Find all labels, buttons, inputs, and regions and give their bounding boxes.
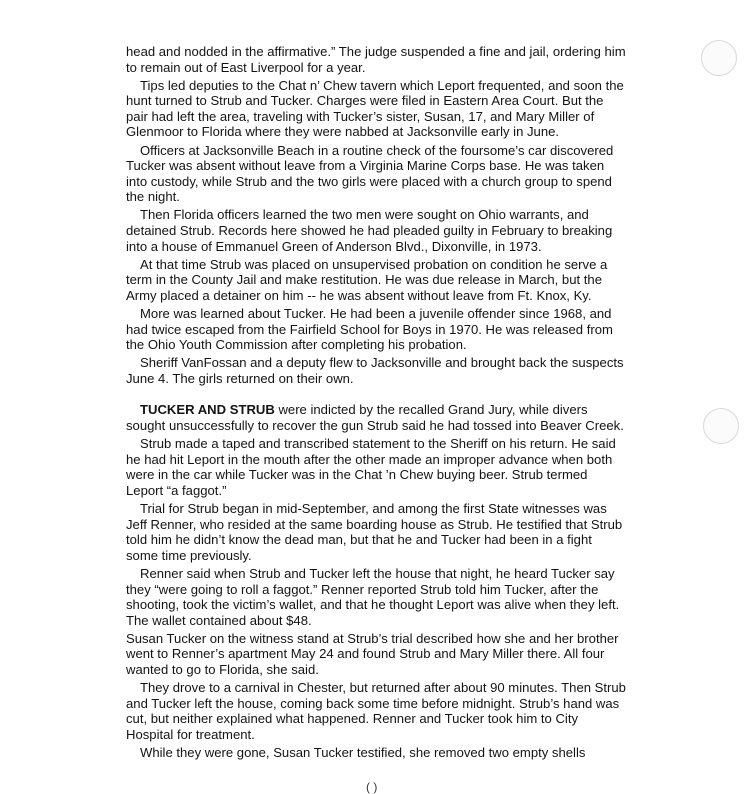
- paragraph: Officers at Jacksonville Beach in a routine check of the foursome’s car discovered Tucker was absent without leave from a Virginia Marine Corps base. He was taken into custody, while Strub and the two girls were placed with a church group to spend the night.: [126, 142, 614, 205]
- paragraph: More was learned about Tucker. He had been a juvenile offender since 1968, and had twice escaped from the Fairfield School for Boys in 1970. He was released from the Ohio Youth Commission after completing his probation.: [126, 306, 613, 353]
- paragraph: head and nodded in the affirmative.” The judge suspended a fine and jail, ordering him to remain out of East Liverpool for a year.: [126, 44, 626, 75]
- paragraph: Susan Tucker on the witness stand at Strub’s trial described how she and her brother went to Renner’s apartment May 24 and found Strub and Mary Miller there. All four wanted to go to Florida, she said.: [126, 630, 619, 677]
- paragraph: They drove to a carnival in Chester, but returned after about 90 minutes. Then Strub and Tucker left the house, coming back some time before midnight. Strub’s hand was cut, but neither explained what happened. Renner and Tucker took him to City Hospital for treatment.: [126, 680, 626, 742]
- punch-hole-middle: [703, 408, 739, 444]
- paragraph: Strub made a taped and transcribed statement to the Sheriff on his return. He said he had hit Leport in the mouth after the other made an improper advance when both were in the car while Tucker was in the Chat ’n Chew buying beer. Strub termed Leport “a faggot.”: [126, 436, 616, 498]
- paragraph: Renner said when Strub and Tucker left the house that night, he heard Tucker say they “were going to roll a faggot.” Renner reported Strub told him Tucker, after the shooting, took the victim’s wallet, and that he thought Leport was alive when they left. The wallet contained about $48.: [126, 565, 620, 628]
- paragraph-text: were indicted by the recalled Grand Jury, while divers sought unsuccessfully to recover the gun Strub said he had tossed into Beaver Creek.: [126, 402, 624, 434]
- paragraph: While they were gone, Susan Tucker testified, she removed two empty shells: [140, 744, 586, 760]
- page-number: ( ): [366, 780, 378, 794]
- punch-hole-top: [701, 40, 737, 76]
- section-lead: TUCKER AND STRUB: [140, 402, 275, 418]
- section-paragraph: [126, 402, 626, 433]
- paragraph: Sheriff VanFossan and a deputy flew to Jacksonville and brought back the suspects June 4. The girls returned on their own.: [126, 355, 624, 386]
- paragraph: Tips led deputies to the Chat n’ Chew tavern which Leport frequented, and soon the hunt turned to Strub and Tucker. Charges were filed in Eastern Area Court. But the pair had left the area, traveling with Tucker’s sister, Susan, 17, and Mary Miller of Glenmoor to Florida where they were nabbed at Jacksonville early in June.: [126, 77, 624, 140]
- paragraph: Trial for Strub began in mid-September, and among the first State witnesses was Jeff Renner, who resided at the same boarding house as Strub. He testified that Strub told him he didn’t know the dead man, but that he and Tucker had been in a fight some time previously.: [126, 501, 623, 563]
- paragraph: At that time Strub was placed on unsupervised probation on condition he serve a term in the County Jail and make restitution. He was due release in March, but the Army placed a detainer on him -- he was absent without leave from Ft. Knox, Ky.: [126, 256, 608, 303]
- article-column: [126, 44, 626, 763]
- paragraph: Then Florida officers learned the two men were sought on Ohio warrants, and detained Strub. Records here showed he had pleaded guilty in February to breaking into a house of Emmanuel Green of Anderson Blvd., Dixonville, in 1973.: [126, 207, 613, 254]
